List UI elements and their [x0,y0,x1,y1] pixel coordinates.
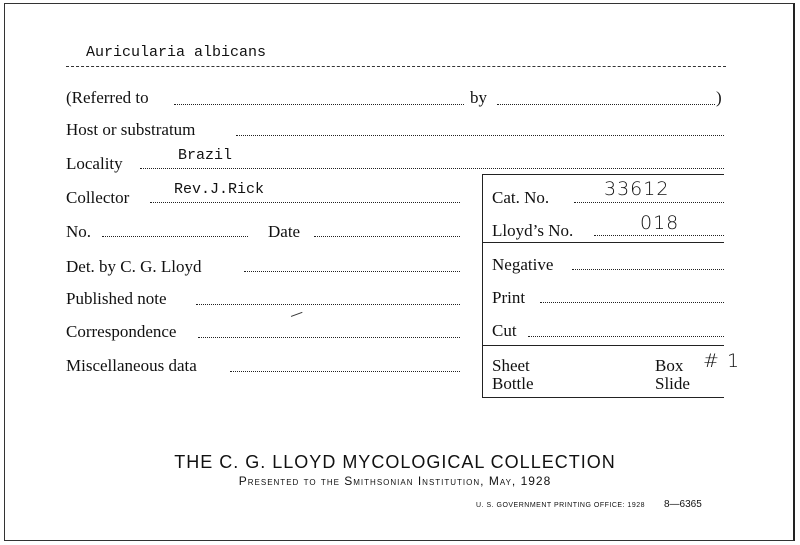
box-value: # 1 [703,350,741,372]
date-label: Date [268,222,301,241]
locality-line [140,168,724,169]
host-label: Host or substratum [66,120,196,139]
cat-no-value: 33612 [604,178,670,200]
right-box-bottom-border [482,397,724,398]
date-line [314,236,460,237]
by-label: by [470,88,487,107]
locality-label: Locality [66,154,123,173]
print-label: Print [492,288,526,307]
published-note-label: Published note [66,289,167,308]
collector-value: Rev.J.Rick [174,181,265,198]
collection-title: THE C. G. LLOYD MYCOLOGICAL COLLECTION [174,452,616,472]
sheet-label: Sheet [492,356,530,375]
cat-no-label: Cat. No. [492,188,550,207]
right-box-divider-2 [482,345,724,346]
host-line [236,135,724,136]
specimen-name-line [66,66,726,67]
right-box-divider-1 [482,242,724,243]
print-line [540,302,724,303]
no-line [102,236,248,237]
form-number: 8—6365 [664,499,702,510]
lloyds-no-line [594,235,724,236]
det-by-line [244,271,460,272]
published-note-line [196,304,460,305]
referred-to-label: (Referred to [66,88,149,107]
cut-line [528,336,724,337]
negative-label: Negative [492,255,554,274]
right-box-left-border [482,174,483,398]
lloyds-no-label: Lloyd’s No. [492,221,574,240]
det-by-label: Det. by C. G. Lloyd [66,257,202,276]
close-paren: ) [716,88,722,107]
correspondence-label: Correspondence [66,322,177,341]
printing-office-note: U. S. GOVERNMENT PRINTING OFFICE: 1928 [476,502,646,509]
misc-line [230,371,460,372]
cut-label: Cut [492,321,517,340]
referred-to-line [174,104,464,105]
no-label: No. [66,222,92,241]
box-label: Box [655,356,684,375]
collection-subtitle: Presented to the Smithsonian Institution, May, 1928 [238,474,552,488]
misc-label: Miscellaneous data [66,356,197,375]
lloyds-no-value: 018 [640,212,680,234]
cat-no-line [574,202,724,203]
negative-line [572,269,724,270]
correspondence-line [198,337,460,338]
slide-label: Slide [655,374,690,393]
locality-value: Brazil [178,147,233,164]
bottle-label: Bottle [492,374,534,393]
right-box-top-border [482,174,724,175]
collector-label: Collector [66,188,130,207]
by-line [497,104,715,105]
collector-line [150,202,460,203]
specimen-name: Auricularia albicans [86,44,267,61]
